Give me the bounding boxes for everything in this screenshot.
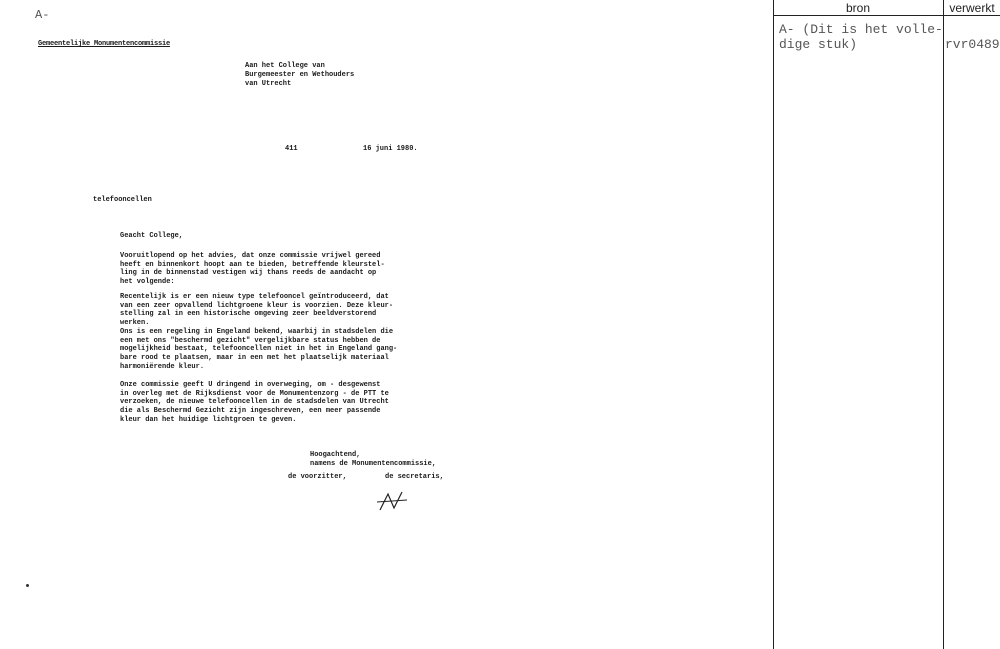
text-line: stelling zal in een historische omgeving zeer beeldverstorend: [120, 310, 377, 319]
header-verwerkt: verwerkt: [949, 1, 995, 15]
text-line: Recentelijk is er een nieuw type telefooncel geïntroduceerd, dat: [120, 293, 389, 301]
addressee-line: Burgemeester en Wethouders: [245, 71, 355, 79]
verwerkt-column: [943, 0, 1000, 649]
text-line: verzoeken, de nieuwe telefooncellen in de stadsdelen van Utrecht: [120, 398, 389, 407]
header-mark: A-: [35, 8, 50, 22]
closing-block: [310, 451, 436, 469]
text-line: werken.: [120, 319, 150, 328]
bron-entry: [779, 22, 943, 52]
text-line: die als Beschermd Gezicht zijn ingeschreven, een meer passende: [120, 407, 381, 416]
salutation: Geacht College,: [120, 232, 184, 240]
text-line: in overleg met de Rijksdienst voor de Monumentenzorg - de PTT te: [120, 389, 389, 398]
text-line: ling in de binnenstad vestigen wij thans reeds de aandacht op: [120, 269, 377, 278]
closing-line: Hoogachtend,: [310, 451, 361, 459]
paragraph-3: [120, 381, 440, 425]
bron-line: dige stuk): [779, 37, 858, 52]
handwritten-signature: [374, 490, 410, 514]
text-line: harmoniërende kleur.: [120, 362, 205, 371]
text-line: Onze commissie geeft U dringend in overweging, om - desgewenst: [120, 381, 381, 389]
letter-subject: telefooncellen: [93, 196, 152, 204]
signatory-chair: de voorzitter,: [288, 473, 347, 481]
addressee-block: [245, 62, 354, 89]
letter-date: 16 juni 1980.: [363, 145, 418, 153]
addressee-line: Aan het College van: [245, 62, 325, 70]
organisation-heading: Gemeentelijke Monumentencommissie: [38, 40, 171, 48]
text-line: een met ons "beschermd gezicht" vergelijkbare status hebben de: [120, 336, 381, 345]
bron-line: A- (Dit is het volle-: [779, 22, 943, 37]
text-line: kleur dan het huidige lichtgroen te geven.: [120, 415, 297, 424]
text-line: van een zeer opvallend lichtgroene kleur is voorzien. Deze kleur-: [120, 301, 394, 310]
header-bron: bron: [845, 1, 871, 15]
closing-line: namens de Monumentencommissie,: [310, 460, 437, 468]
addressee-line: van Utrecht: [245, 80, 292, 88]
paragraph-1: [120, 252, 440, 287]
text-line: Vooruitlopend op het advies, dat onze commissie vrijwel gereed: [120, 252, 381, 260]
paragraph-2: [120, 293, 440, 371]
scan-speck: [26, 584, 29, 587]
table-header-divider: [773, 15, 1000, 16]
signatory-secretary: de secretaris,: [385, 473, 444, 481]
verwerkt-entry: rvr0489: [945, 37, 1000, 52]
bron-column: [773, 0, 944, 649]
text-line: bare rood te plaatsen, maar in een met het plaatselijk materiaal: [120, 353, 389, 362]
text-line: Ons is een regeling in Engeland bekend, waarbij in stadsdelen die: [120, 327, 394, 336]
text-line: mogelijkheid bestaat, telefooncellen niet in het in Engeland gang-: [120, 345, 398, 354]
reference-number: 411: [285, 145, 298, 153]
text-line: het volgende:: [120, 278, 175, 287]
text-line: heeft en binnenkort hoopt aan te bieden, betreffende kleurstel-: [120, 260, 385, 269]
